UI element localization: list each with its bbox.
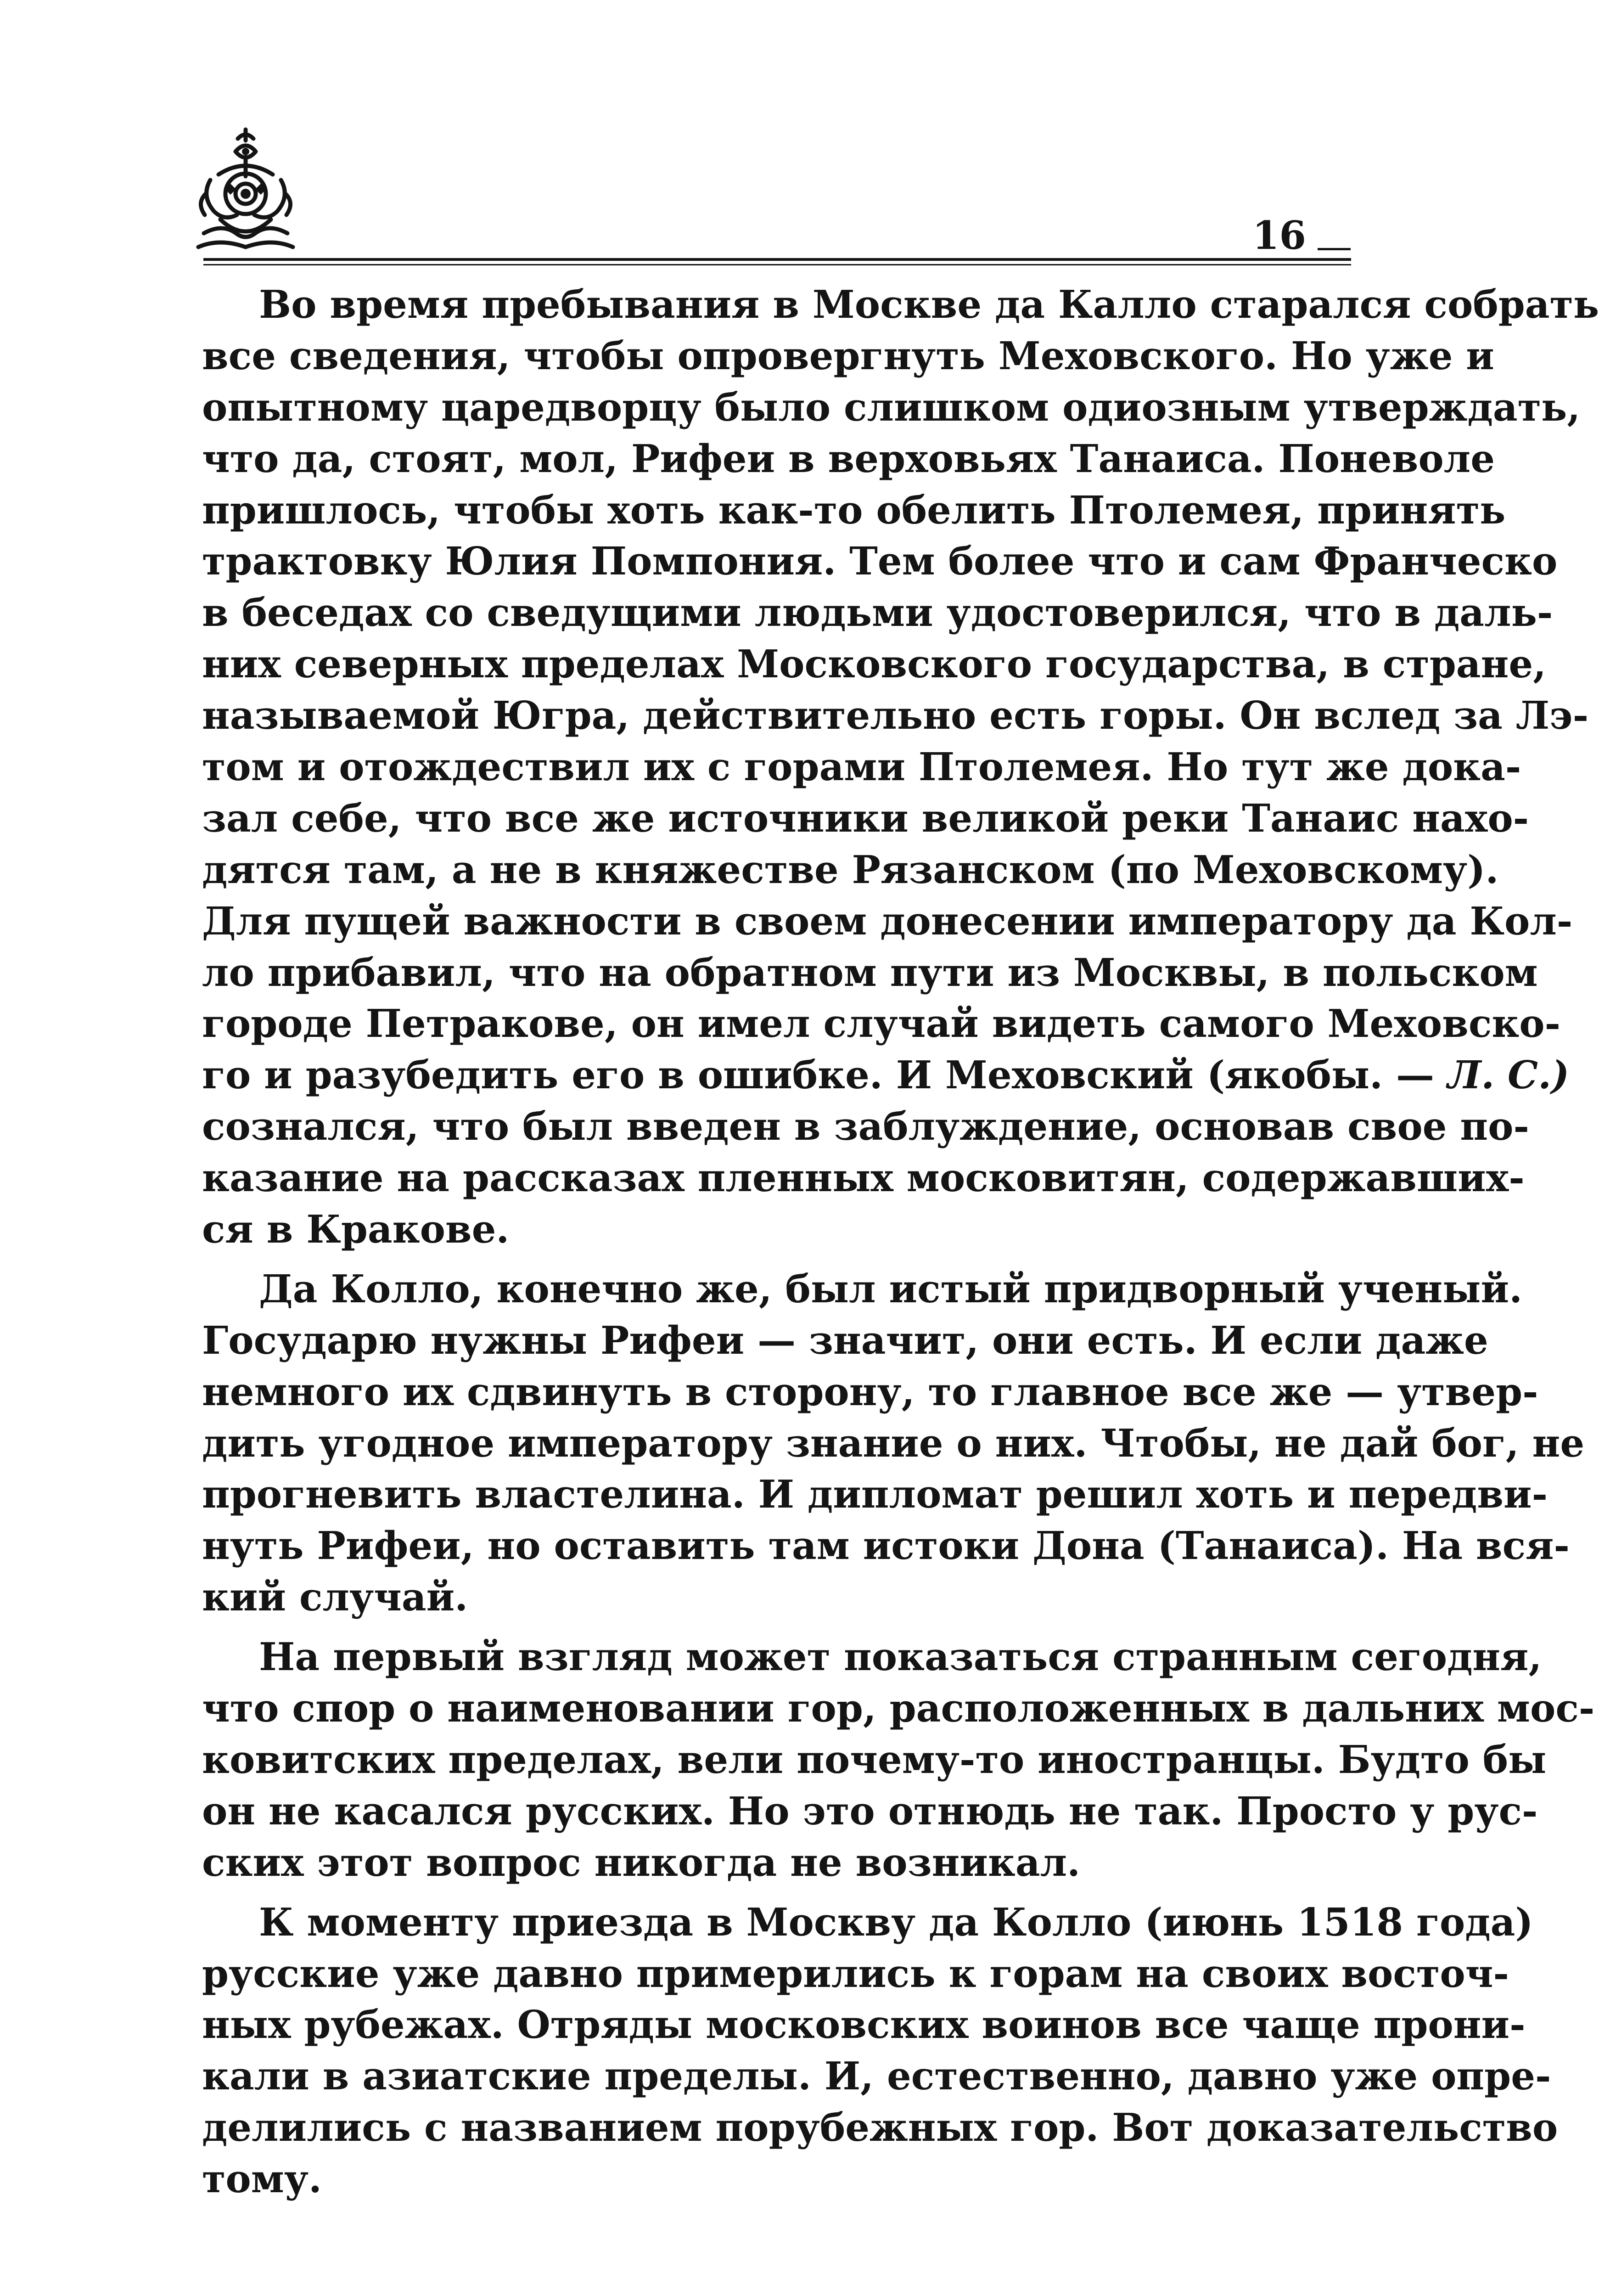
text-line: На первый взгляд может показаться странным сегодня, [259, 1634, 1542, 1680]
text-line: немного их сдвинуть в сторону, то главное все же — утвер- [202, 1369, 1538, 1414]
paragraph-1 [202, 279, 1599, 1255]
text-line: Во время пребывания в Москве да Калло старался собрать [259, 282, 1599, 327]
text-line: пришлось, чтобы хоть как-то обелить Птолемея, принять [202, 487, 1506, 533]
text-line: городе Петракове, он имел случай видеть самого Меховско- [202, 1001, 1561, 1047]
text-line: прогневить властелина. И дипломат решил хоть и передви- [202, 1472, 1548, 1517]
text-line: ских этот вопрос никогда не возникал. [202, 1840, 1081, 1885]
header-rule [203, 258, 1351, 265]
text-line-main: го и разубедить его в ошибке. И Меховский (якобы. — [202, 1052, 1448, 1098]
text-line: нуть Рифеи, но оставить там истоки Дона (Танаиса). На вся- [202, 1523, 1570, 1569]
text-line: них северных пределах Московского государства, в стране, [202, 642, 1547, 687]
page-number-rule [1318, 248, 1351, 250]
text-line: ся в Кракове. [202, 1207, 510, 1252]
text-line: том и отождествил их с горами Птолемея. Но тут же дока- [202, 744, 1521, 790]
text-line: Да Колло, конечно же, был истый придворный ученый. [259, 1266, 1522, 1311]
text-line: в беседах со сведущими людьми удостоверился, что в даль- [202, 590, 1553, 636]
text-line: все сведения, чтобы опровергнуть Меховского. Но уже и [202, 333, 1494, 378]
text-line: казание на рассказах пленных московитян, содержавших- [202, 1155, 1525, 1201]
body-text [202, 279, 1599, 2205]
text-line: трактовку Юлия Помпония. Тем более что и сам Франческо [202, 539, 1558, 584]
paragraph-4 [202, 1897, 1558, 2205]
text-line: ковитских пределах, вели почему-то иностранцы. Будто бы [202, 1737, 1547, 1782]
text-line: русские уже давно примерились к горам на своих восточ- [202, 1951, 1509, 1996]
text-line: кали в азиатские пределы. И, естественно, давно уже опре- [202, 2054, 1551, 2099]
text-line: делились с названием порубежных гор. Вот доказательство [202, 2105, 1558, 2150]
text-line: ных рубежах. Отряды московских воинов все чаще прони- [202, 2002, 1526, 2048]
text-line: дить угодное императору знание о них. Чтобы, не дай бог, не [202, 1420, 1585, 1466]
text-line: кий случай. [202, 1575, 468, 1620]
text-line: что да, стоят, мол, Рифеи в верховьях Танаиса. Поневоле [202, 436, 1495, 481]
text-line: называемой Югра, действительно есть горы. Он вслед за Лэ- [202, 693, 1589, 738]
page-number: 16 [1252, 213, 1306, 258]
paragraph-3 [202, 1632, 1595, 1888]
text-line: ло прибавил, что на обратном пути из Москвы, в польском [202, 950, 1538, 995]
text-line: Для пущей важности в своем донесении императору да Кол- [202, 898, 1573, 944]
text-line: он не касался русских. Но это отнюдь не так. Просто у рус- [202, 1788, 1538, 1834]
text-line: тому. [202, 2156, 322, 2202]
paragraph-2 [202, 1264, 1585, 1623]
text-line: что спор о наименовании гор, расположенных в дальних мос- [202, 1686, 1595, 1731]
text-line: опытному царедворцу было слишком одиозным утверждать, [202, 384, 1581, 430]
author-note: Л. С.) [1447, 1052, 1570, 1098]
text-line: К моменту приезда в Москву да Колло (июнь 1518 года) [259, 1899, 1533, 1945]
text-line: зал себе, что все же источники великой реки Танаис нахо- [202, 795, 1529, 841]
text-line [202, 1050, 1570, 1101]
text-line: сознался, что был введен в заблуждение, основав свое по- [202, 1104, 1529, 1149]
text-line: дятся там, а не в княжестве Рязанском (по Меховскому). [202, 847, 1499, 892]
text-line: Государю нужны Рифеи — значит, они есть. И если даже [202, 1317, 1488, 1363]
ornamental-knot-icon [192, 125, 300, 258]
